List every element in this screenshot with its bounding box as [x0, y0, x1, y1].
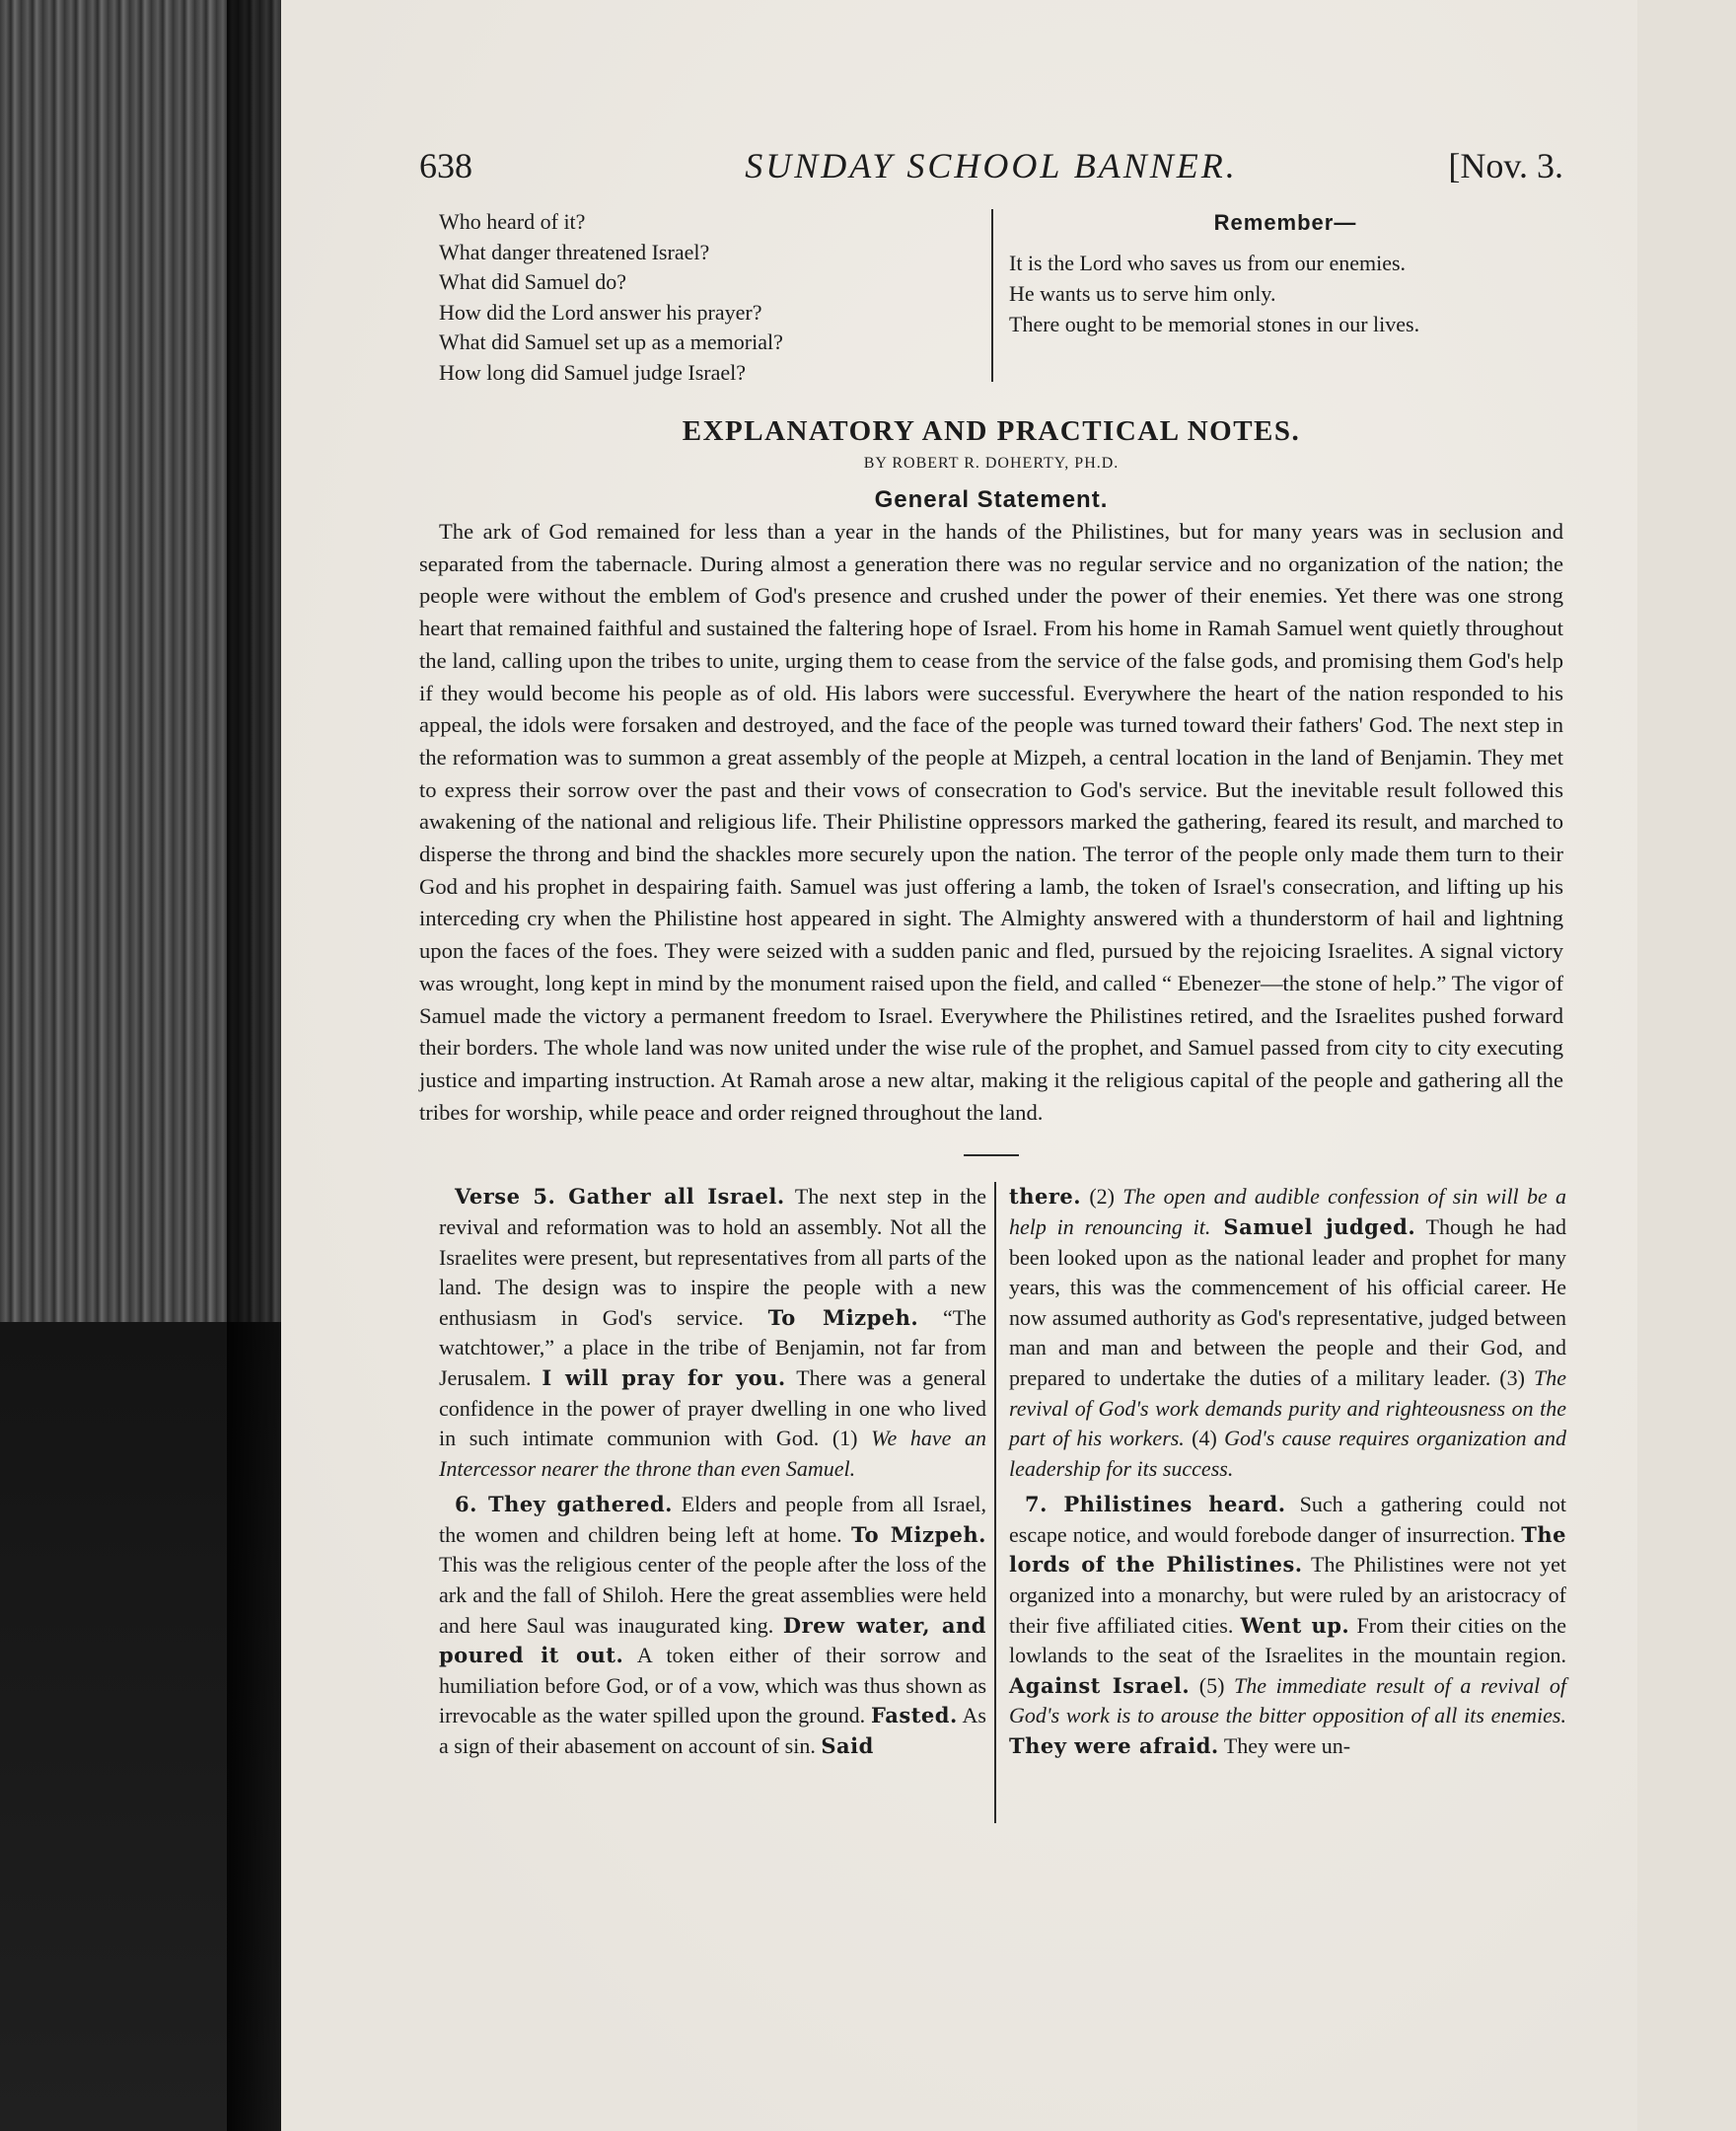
remember-line: He wants us to serve him only. — [1009, 281, 1276, 306]
verse-notes — [419, 1182, 1566, 1833]
general-statement-text: The ark of God remained for less than a year in the hands of the Philistines, but for many years was in seclusion and separated from the tabernacle. During almost a generation there was no regular service and no organization of the nation; the people were without the emblem of God's presence and crushed under the power of their enemies. Yet there was one strong heart that remained faithful and sustained the faltering hope of Israel. From his home in Ramah Samuel went quietly throughout the land, calling upon the tribes to unite, urging them to cease from the service of the false gods, and promising them God's help if they would become his people as of old. His labors were successful. Everywhere the heart of the nation responded to his appeal, the idols were forsaken and destroyed, and the face of the people was turned toward their fathers' God. The next step in the reformation was to summon a great assembly of the people at Mizpeh, a central location in the land of Benjamin. They met to express their sorrow over the past and their vows of consecration to God's service. But the inevitable result followed this awakening of the national and religious life. Their Philistine oppressors marked the gathering, feared its result, and marched to disperse the throng and bind the shackles more securely upon the nation. The terror of the people only made them turn to their God and his prophet in despairing faith. Samuel was just offering a lamb, the token of Israel's consecration, and lifting up his interceding cry when the Philistine host appeared in sight. The Almighty answered with a thunderstorm of hail and lightning upon the faces of the foes. They were seized with a sudden panic and fled, pursued by the rejoicing Israelites. A signal victory was wrought, long kept in mind by the monument raised upon the field, and called “ Ebenezer—the stone of help.” The vigor of Samuel made the victory a permanent freedom to Israel. Everywhere the Philistines retired, and the Israelites pushed forward their borders. The whole land was now united under the wise rule of the prophet, and Samuel passed from city to city executing justice and imparting instruction. At Ramah arose a new altar, making it the religious capital of the people and gathering all the tribes for worship, while peace and order reigned throughout the land. — [419, 519, 1563, 1125]
column-rule — [991, 209, 993, 382]
verse-6-note: 6. They gathered. Elders and people from all Israel, the women and children being left at home. To Mizpeh. This was the religious center of the people after the loss of the ark and the fall of Shiloh. Here the great assemblies were held and here Saul was inaugurated king. Drew water, and poured it out. A token either of their sorrow and humiliation before God, or of a vow, which was thus shown as irrevocable as the water spilled upon the ground. Fasted. As a sign of their abasement on account of sin. Said — [439, 1492, 987, 1759]
question-list — [439, 207, 972, 388]
verse-6-note-continued: there. (2) The open and audible confession of sin will be a help in renouncing it. Samuel judged. Though he had been looked upon as the national leader and prophet for many years, this was the commencement of his official career. He now assumed authority as God's representative, judged between man and man and between the people and their God, and prepared to undertake the duties of a military leader. (3) The revival of God's work demands purity and righteousness on the part of his workers. (4) God's cause requires organization and leadership for its success. — [1009, 1184, 1566, 1481]
publication-title: SUNDAY SCHOOL BANNER. — [745, 146, 1238, 185]
question: What danger threatened Israel? — [439, 239, 710, 264]
question: How long did Samuel judge Israel? — [439, 359, 746, 385]
notes-heading: EXPLANATORY AND PRACTICAL NOTES. — [682, 415, 1301, 447]
running-header — [419, 138, 1563, 193]
remember-heading: Remember— — [1213, 210, 1357, 235]
book-page — [281, 0, 1637, 2131]
issue-date: [Nov. 3. — [1448, 146, 1563, 185]
question: What did Samuel do? — [439, 269, 627, 294]
left-column — [439, 1182, 986, 1767]
verse-5-note: Verse 5. Gather all Israel. The next step in the revival and reformation was to hold an assembly. Not all the Israelites were present, but representatives from all parts of the land. The design was to inspire the people with a new enthusiasm in God's service. To Mizpeh. “The watchtower,” a place in the tribe of Benjamin, not far from Jerusalem. I will pray for you. There was a general confidence in the power of prayer dwelling in one who lived in such intimate communion with God. (1) We have an Intercessor nearer the throne than even Samuel. — [439, 1184, 987, 1481]
page-number: 638 — [419, 146, 472, 185]
gutter-shadow — [227, 0, 286, 2131]
page-content — [419, 138, 1566, 1833]
section-rule — [964, 1154, 1019, 1156]
verse-7-note: 7. Philistines heard. Such a gathering could not escape notice, and would forebode danger of insurrection. The lords of the Philistines. The Philistines were not yet organized into a monarchy, but were ruled by an aristocracy of their five affiliated cities. Went up. From their cities on the lowlands to the seat of the Israelites in the mountain region. Against Israel. (5) The immediate result of a revival of God's work is to arouse the bitter opposition of all its enemies. They were afraid. They were un- — [1009, 1492, 1566, 1759]
author-byline: BY ROBERT R. DOHERTY, PH.D. — [863, 455, 1120, 472]
question: Who heard of it? — [439, 209, 586, 234]
question: How did the Lord answer his prayer? — [439, 299, 762, 325]
general-statement-heading: General Statement. — [874, 486, 1109, 513]
remember-line: There ought to be memorial stones in our lives. — [1009, 312, 1420, 336]
lesson-review-block — [419, 207, 1563, 390]
remember-line: It is the Lord who saves us from our enemies. — [1009, 251, 1407, 275]
question: What did Samuel set up as a memorial? — [439, 330, 783, 354]
remember-box — [1009, 207, 1561, 339]
column-rule — [994, 1182, 996, 1823]
right-column — [1009, 1182, 1566, 1767]
